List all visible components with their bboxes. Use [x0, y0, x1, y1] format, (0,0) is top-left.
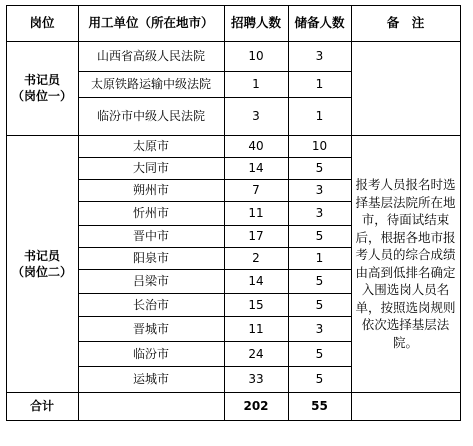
table-row-unit: 阳泉市 — [132, 251, 169, 265]
post-1-label: 书记员 （岗位一） — [11, 73, 72, 103]
table-row-unit: 大同市 — [132, 161, 169, 175]
table-row-unit: 运城市 — [132, 372, 169, 386]
table-row-recruit: 3 — [252, 109, 260, 123]
table-row-recruit: 24 — [248, 346, 264, 361]
table-row-reserve: 1 — [315, 251, 324, 265]
table-row-reserve: 3 — [315, 49, 324, 63]
table-row-recruit: 40 — [248, 139, 264, 153]
table-row-unit: 长治市 — [132, 297, 169, 312]
table-row-recruit: 14 — [248, 161, 264, 175]
header-remark: 备 注 — [386, 15, 425, 30]
table-row-recruit: 11 — [248, 206, 264, 220]
table-row-unit: 吕梁市 — [132, 274, 169, 288]
table-row-reserve: 1 — [315, 109, 324, 123]
table-row-recruit: 10 — [248, 49, 264, 63]
table-row-recruit: 33 — [248, 372, 264, 386]
header-reserve: 储备人数 — [294, 15, 345, 30]
table-row-recruit: 17 — [248, 229, 264, 243]
header-recruit: 招聘人数 — [230, 15, 281, 30]
table-row-reserve: 3 — [315, 183, 324, 197]
header-unit: 用工单位（所在地市） — [88, 15, 214, 30]
table-row-reserve: 5 — [315, 274, 324, 288]
table-row-reserve: 3 — [315, 321, 324, 336]
table-border-bottom — [6, 420, 461, 421]
table-row-reserve: 1 — [315, 77, 324, 91]
table-row-recruit: 1 — [252, 77, 260, 91]
table-row-unit: 太原铁路运输中级法院 — [90, 77, 211, 91]
table-row-recruit: 2 — [252, 251, 260, 265]
table-row-unit: 太原市 — [132, 139, 169, 153]
table-row-recruit: 7 — [252, 183, 260, 197]
table-row-recruit: 15 — [248, 297, 264, 312]
table-row-reserve: 5 — [315, 297, 324, 312]
table-row-unit: 临汾市中级人民法院 — [96, 109, 205, 123]
header-post: 岗位 — [29, 15, 55, 30]
recruitment-table — [6, 5, 461, 421]
table-border-right — [460, 5, 461, 421]
table-row-reserve: 5 — [315, 229, 324, 243]
table-row-unit: 晋中市 — [132, 229, 169, 243]
table-row-unit: 山西省高级人民法院 — [96, 49, 205, 63]
table-row-unit: 忻州市 — [132, 206, 169, 220]
table-row-recruit: 11 — [248, 321, 264, 336]
table-row-unit: 晋城市 — [132, 321, 169, 336]
remark-note: 报考人员报名时选择基层法院所在地市，待面试结束后，根据各地市报考人员的综合成绩由高到低排名确定入围选岗人员名单，按照选岗规则依次选择基层法院。 — [355, 177, 456, 350]
table-row-recruit: 14 — [248, 274, 264, 288]
table-row-reserve: 3 — [315, 206, 324, 220]
total-reserve: 55 — [311, 399, 328, 413]
table-row-reserve: 5 — [315, 161, 324, 175]
total-label: 合计 — [29, 399, 54, 413]
table-row-unit: 临汾市 — [132, 346, 169, 361]
post-2-label: 书记员 （岗位二） — [11, 248, 72, 279]
table-row-reserve: 5 — [315, 372, 324, 386]
table-row-unit: 朔州市 — [132, 183, 169, 197]
table-row-reserve: 5 — [315, 346, 324, 361]
total-recruit: 202 — [243, 399, 269, 413]
table-row-reserve: 10 — [311, 139, 328, 153]
